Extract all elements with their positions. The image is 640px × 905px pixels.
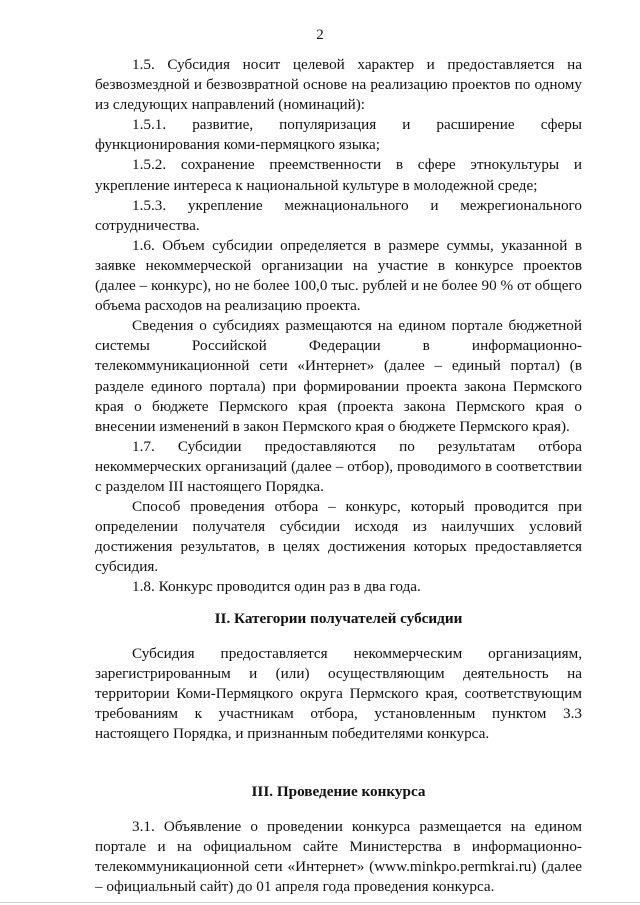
section-3-heading: III. Проведение конкурса [251, 783, 426, 801]
paragraph-subsidy-info: Сведения о субсидиях размещаются на едином портале бюджетной системы Российской Федерации в информационно-телекоммуникационной сети «Интернет» (далее – единый портал) (в разделе единого портала) при формировании проекта закона Пермского края о бюджете Пермского края (проекта закона Пермского края о внесении изменений в закон Пермского края о бюджете Пермского края). [95, 317, 582, 435]
paragraph-1-6: 1.6. Объем субсидии определяется в размере суммы, указанной в заявке некоммерческой организации на участие в конкурсе проектов (далее – конкурс), но не более 100,0 тыс. рублей и не более 90 % от общего объема расходов на реализацию проекта. [95, 236, 582, 315]
paragraph-1-5-3: 1.5.3. укрепление межнационального и межрегионального сотрудничества. [95, 196, 582, 234]
page-bottom-edge [0, 902, 640, 903]
section-2-heading: II. Категории получателей субсидии [214, 609, 463, 627]
section-2-paragraph: Субсидия предоставляется некоммерческим организациям, зарегистрированным и (или) осуществляющим деятельность на территории Коми-Пермяцкого округа Пермского края, соответствующим требованиям к участникам отбора, установленным пунктом 3.3 настоящего Порядка, и признанным победителями конкурса. [95, 644, 582, 742]
paragraph-1-7: 1.7. Субсидии предоставляются по результатам отбора некоммерческих организаций (далее – отбор), проводимого в соответствии с разделом III настоящего Порядка. [95, 437, 582, 495]
document-body [95, 55, 582, 898]
paragraph-3-1: 3.1. Объявление о проведении конкурса размещается на едином портале и на официальном сайте Министерства в информационно-телекоммуникационной сети «Интернет» (www.minkpo.permkrai.ru) (далее – официальный сайт) до 01 апреля года проведения конкурса. [95, 818, 582, 896]
paragraph-1-5-1: 1.5.1. развитие, популяризация и расширение сферы функционирования коми-пермяцкого языка; [95, 116, 582, 154]
paragraph-1-8: 1.8. Конкурс проводится один раз в два года. [132, 578, 421, 596]
paragraph-1-5: 1.5. Субсидия носит целевой характер и предоставляется на безвозмездной и безвозвратной основе на реализацию проектов по одному из следующих направлений (номинаций): [95, 56, 582, 114]
paragraph-1-5-2: 1.5.2. сохранение преемственности в сфере этнокультуры и укрепление интереса к национальной культуре в молодежной среде; [95, 156, 582, 194]
page-number: 2 [316, 27, 324, 43]
paragraph-selection-method: Способ проведения отбора – конкурс, который проводится при определении получателя субсидии исходя из наилучших условий достижения результатов, в целях достижения которых предоставляется субсидия. [95, 498, 582, 576]
